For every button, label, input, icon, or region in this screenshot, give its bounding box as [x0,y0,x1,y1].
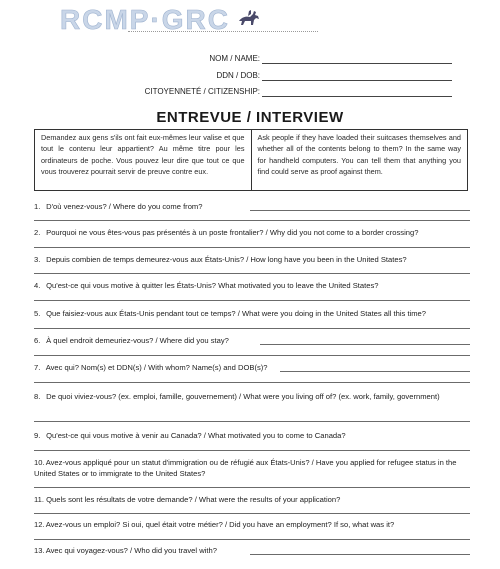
question-number: 10. [34,458,45,467]
question-text: Que faisiez-vous aux États-Unis pendant tout ce temps? / What were you doing in the United States all this time? [46,309,427,318]
answer-line[interactable] [280,371,470,372]
citizenship-input-line[interactable] [262,96,452,97]
question-text: Avez-vous appliqué pour un statut d'immigration ou de réfugié aux États-Unis? / Have you applied for refugee status in the United States or to immigrate to the United States? [34,458,457,478]
logo-text: RCMP·GRC [60,4,230,35]
question-number: 2. [34,228,41,237]
answer-line[interactable] [260,344,470,345]
answer-line[interactable] [34,382,470,383]
answer-line[interactable] [34,421,470,422]
question-number: 5. [34,309,41,318]
question-number: 8. [34,392,41,401]
question-text: Avez-vous un emploi? Si oui, quel était votre métier? / Did you have an employment? If so, what was it? [45,520,395,529]
answer-line[interactable] [250,554,470,555]
answer-line[interactable] [34,273,470,274]
answer-line[interactable] [34,220,470,221]
answer-line[interactable] [34,300,470,301]
dob-field-label [180,69,260,82]
question-9 [34,430,470,441]
question-text: Pourquoi ne vous êtes-vous pas présentés à un poste frontalier? / Why did you not come to a border crossing? [46,228,419,237]
citizenship-field-label [140,85,260,98]
question-text: De quoi viviez-vous? (ex. emploi, famille, gouvernement) / What were you living off of? (ex. work, family, government) [46,392,440,401]
answer-line[interactable] [34,355,470,356]
question-5 [34,308,470,319]
question-11 [34,494,470,505]
question-text: Qu'est-ce qui vous motive à venir au Canada? / What motivated you to come to Canada? [46,431,346,440]
rcmp-logo [60,6,262,34]
answer-line[interactable] [34,247,470,248]
form-title: ENTREVUE / INTERVIEW [156,109,344,126]
question-number: 4. [34,281,41,290]
horse-rider-icon [236,8,262,33]
question-number: 9. [34,431,41,440]
question-number: 11. [34,495,44,504]
dob-input-line[interactable] [262,80,452,81]
instruction-box [34,129,468,191]
question-2 [34,227,470,238]
instruction-french: Demandez aux gens s'ils ont fait eux-mêmes leur valise et que tout le contenu leur appartient? Au même titre pour les ordinateurs de poche. Vous pouvez leur dire que tout ce que vous trouverez pourrait servir de preuve contre eux. [35,130,252,190]
name-input-line[interactable] [262,63,452,64]
instruction-english: Ask people if they have loaded their suitcases themselves and whether all of the contents belong to them? In the same way for handheld computers. You can tell them that anything you find could serve as proof against them. [257,133,461,177]
question-text: Avec qui? Nom(s) et DDN(s) / With whom? Name(s) and DOB(s)? [45,363,268,372]
answer-line[interactable] [34,513,470,514]
question-number: 7. [34,363,41,372]
question-text: Qu'est-ce qui vous motive à quitter les États-Unis? What motivated you to leave the United States? [46,281,379,290]
answer-line[interactable] [34,450,470,451]
dob-label: DDN / DOB: [216,71,260,80]
answer-line[interactable] [34,328,470,329]
name-field-label [180,52,260,65]
question-number: 13. [34,546,45,555]
question-12 [34,519,470,530]
question-number: 3. [34,255,41,264]
question-8 [34,391,470,402]
question-number: 12. [34,520,45,529]
logo-subtitle-line [128,31,318,36]
citizenship-label: CITOYENNETÉ / CITIZENSHIP: [144,87,260,96]
answer-line[interactable] [34,539,470,540]
question-text: Avec qui voyagez-vous? / Who did you travel with? [45,546,217,555]
question-3 [34,254,470,265]
name-label: NOM / NAME: [209,54,260,63]
question-10 [34,457,470,479]
question-text: Quels sont les résultats de votre demande? / What were the results of your application? [46,495,341,504]
answer-line[interactable] [34,487,470,488]
question-text: À quel endroit demeuriez-vous? / Where did you stay? [46,336,229,345]
question-text: D'où venez-vous? / Where do you come from? [46,202,203,211]
question-text: Depuis combien de temps demeurez-vous aux États-Unis? / How long have you been in the United States? [46,255,407,264]
question-number: 6. [34,336,41,345]
question-number: 1. [34,202,41,211]
answer-line[interactable] [250,210,470,211]
question-4 [34,280,470,291]
